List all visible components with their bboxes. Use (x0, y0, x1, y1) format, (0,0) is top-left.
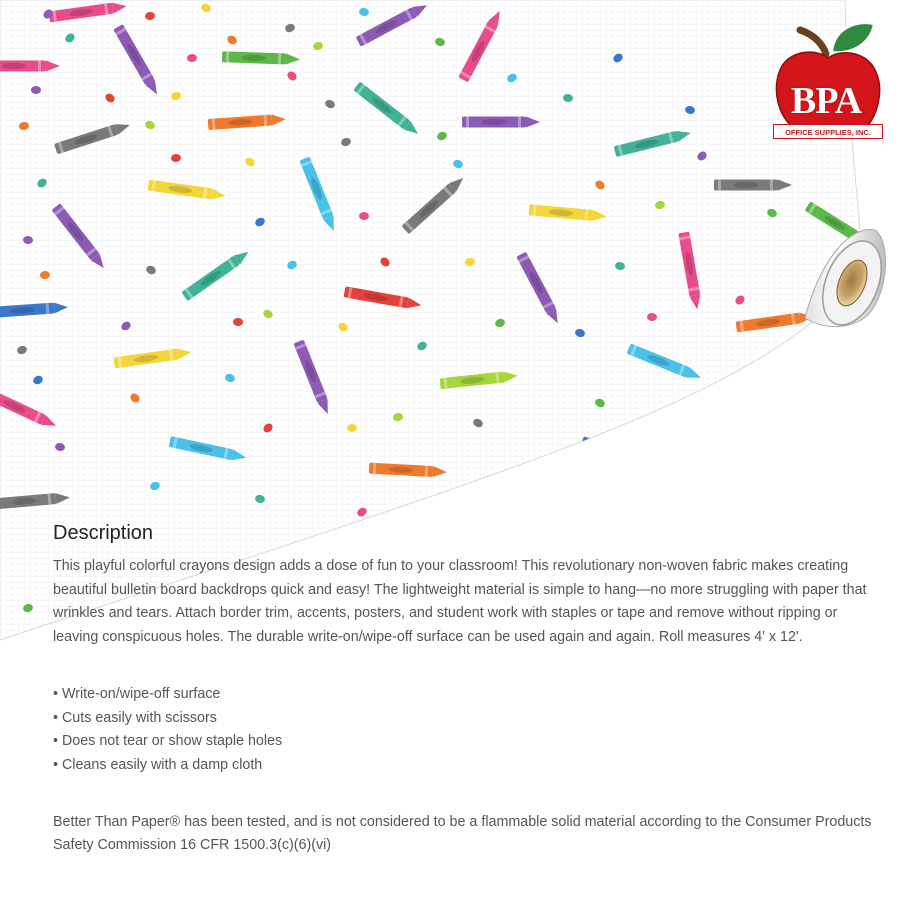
crayon-illustration (462, 117, 540, 128)
section-heading: Description (53, 522, 154, 544)
apple-stem (800, 30, 826, 54)
feature-item: • Does not tear or show staple holes (53, 730, 873, 754)
feature-list (53, 683, 873, 778)
crayon-illustration (581, 436, 659, 467)
disclaimer-text: Better Than Paper® has been tested, and is not considered to be a flammable solid material according to the Consumer Products Safety Commission 16 CFR 1500.3(c)(6)(vi) (53, 813, 872, 854)
logo-brand: BPA (790, 80, 862, 122)
logo-tagline: OFFICE SUPPLIES, INC. (773, 124, 883, 139)
bpa-logo (770, 18, 892, 144)
confetti-dot (493, 489, 503, 497)
feature-item: • Cuts easily with scissors (53, 707, 873, 731)
confetti-dot (233, 318, 243, 326)
description-section (53, 516, 873, 858)
feature-item: • Write-on/wipe-off surface (53, 683, 873, 707)
feature-item: • Cleans easily with a damp cloth (53, 754, 873, 778)
description-body: This playful colorful crayons design adds a dose of fun to your classroom! This revolutionary non-woven fabric makes creating beautiful bulletin board backdrops quick and easy! The lightweight material is simple to hang—no more struggling with paper that wrinkles and tears. Attach border trim, accents, posters, and student work with staples or tape and remove without ripping or leaving conspicuous holes. The durable write-on/wipe-off surface can be used again and again. Roll measures 4' x 12'. (53, 558, 867, 646)
apple-leaf (832, 23, 874, 52)
confetti-dot (694, 415, 707, 427)
crayon-illustration (714, 180, 792, 191)
